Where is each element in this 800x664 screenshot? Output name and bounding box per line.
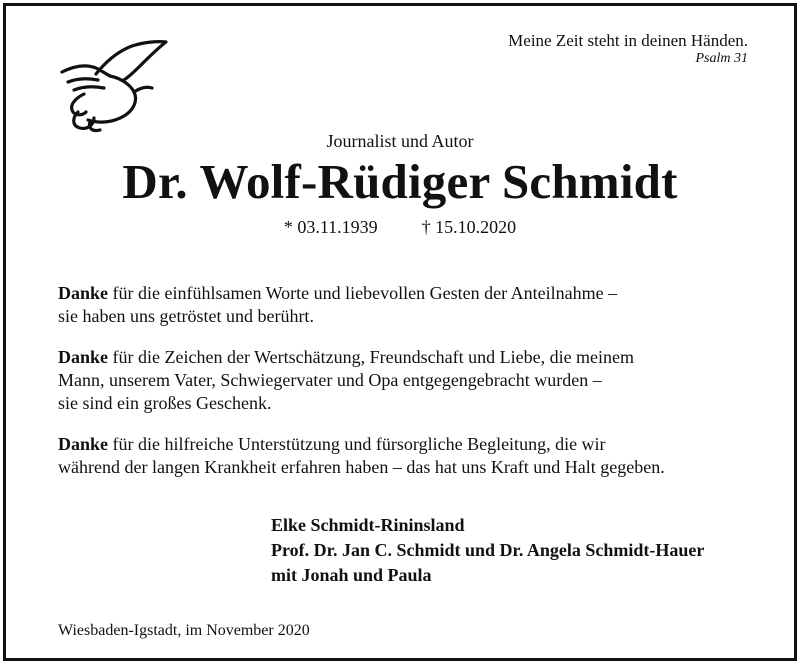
place-and-date: Wiesbaden-Igstadt, im November 2020 xyxy=(58,622,310,639)
signer-name: mit Jonah und Paula xyxy=(271,565,432,585)
thanks-paragraph xyxy=(58,433,758,479)
quote-source: Psalm 31 xyxy=(695,51,748,66)
thanks-lead: Danke xyxy=(58,434,109,454)
thanks-lead: Danke xyxy=(58,347,109,367)
line-text: für die einfühlsamen Worte und liebevollen Gesten der Anteilnahme – xyxy=(108,283,618,303)
paragraph-line xyxy=(58,433,758,456)
paragraph-line: sie haben uns getröstet und berührt. xyxy=(58,306,314,326)
paragraph-line: sie sind ein großes Geschenk. xyxy=(58,393,272,413)
paragraph-line: Mann, unserem Vater, Schwiegervater und Opa entgegengebracht wurden – xyxy=(58,370,602,390)
thanks-paragraph xyxy=(58,282,758,328)
thanks-paragraph xyxy=(58,346,758,415)
quote-block xyxy=(508,31,748,67)
birth-date: * 03.11.1939 xyxy=(283,217,378,237)
quote-text: Meine Zeit steht in deinen Händen. xyxy=(508,31,748,50)
dove-icon xyxy=(54,38,170,134)
death-date: † 15.10.2020 xyxy=(421,217,517,237)
paragraph-line xyxy=(58,346,758,369)
signer-name: Prof. Dr. Jan C. Schmidt und Dr. Angela Schmidt-Hauer xyxy=(271,540,705,560)
paragraph-line xyxy=(58,282,758,305)
signer-name: Elke Schmidt-Rininsland xyxy=(271,515,465,535)
paragraph-line: während der langen Krankheit erfahren haben – das hat uns Kraft und Halt gegeben. xyxy=(58,457,665,477)
line-text: für die Zeichen der Wertschätzung, Freundschaft und Liebe, die meinem xyxy=(108,347,635,367)
deceased-name: Dr. Wolf-Rüdiger Schmidt xyxy=(122,154,678,209)
thanks-lead: Danke xyxy=(58,283,109,303)
line-text: für die hilfreiche Unterstützung und fürsorgliche Begleitung, die wir xyxy=(108,434,606,454)
thanks-text xyxy=(58,282,758,497)
life-dates xyxy=(0,217,800,238)
signers-block xyxy=(271,513,704,588)
profession-line: Journalist und Autor xyxy=(326,131,474,151)
